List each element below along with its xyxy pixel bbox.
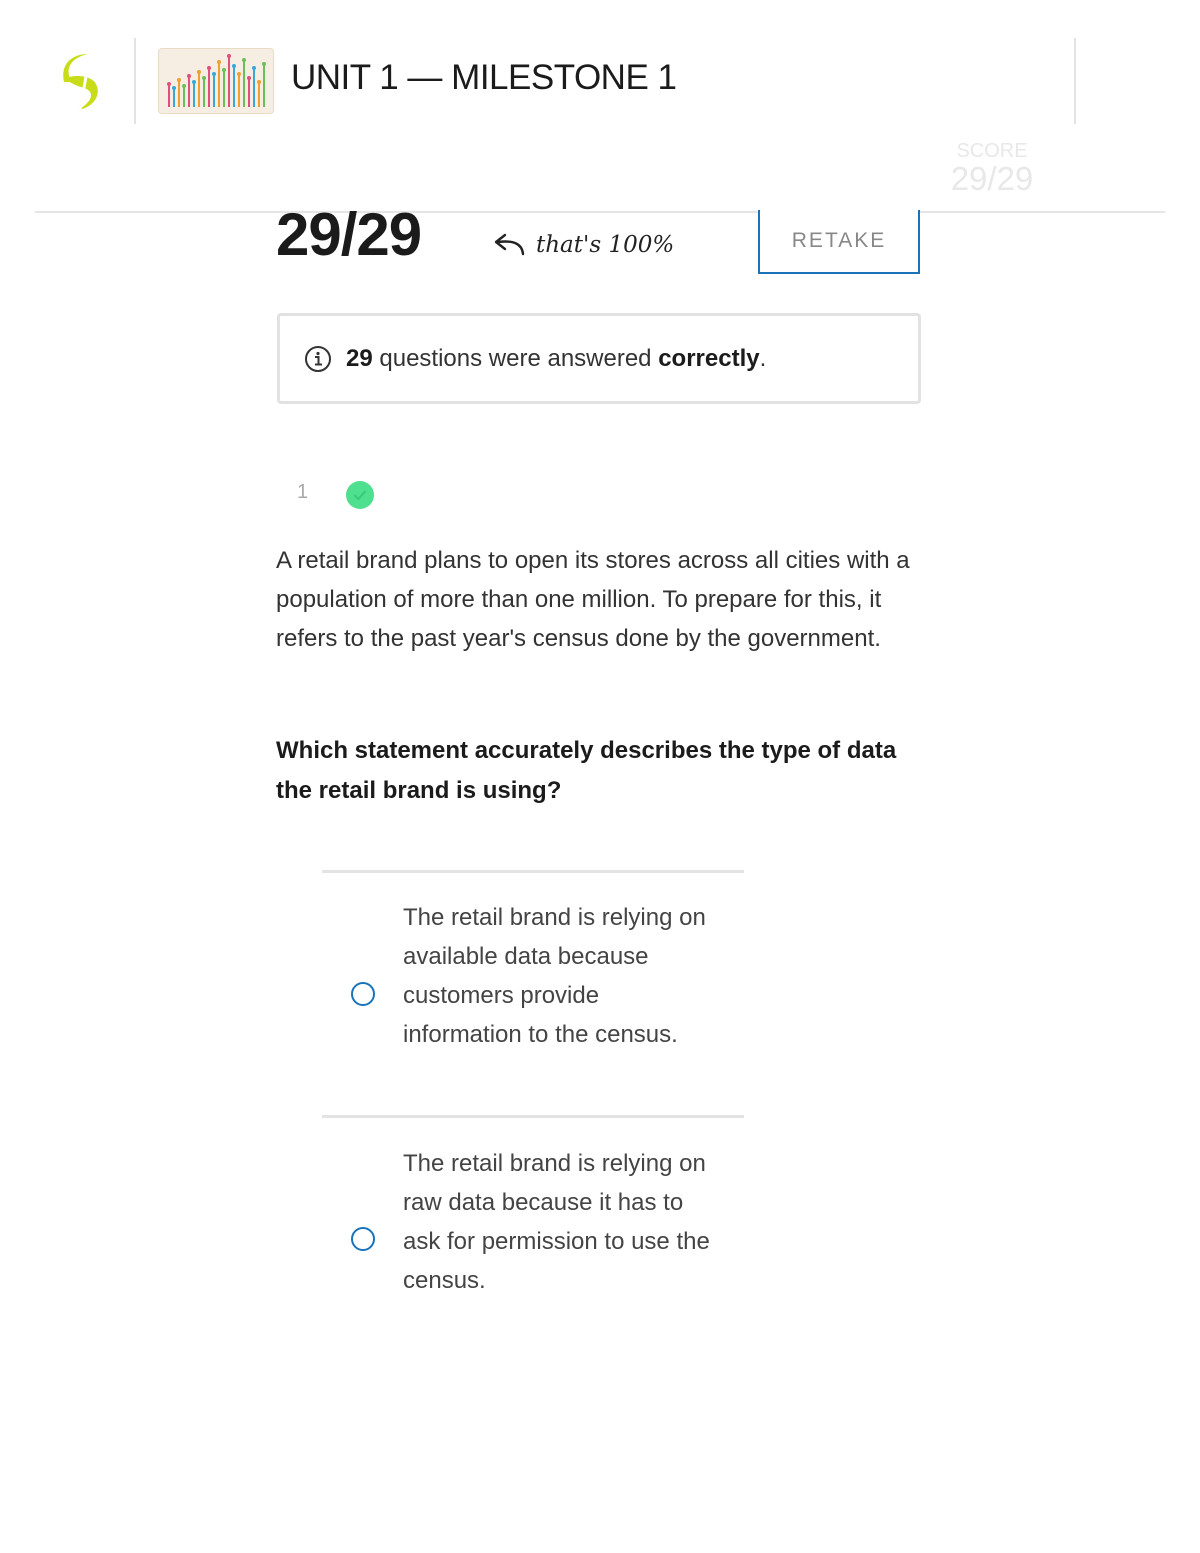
checkmark-icon	[352, 487, 368, 503]
option-divider	[322, 1115, 744, 1118]
curved-arrow-icon	[492, 232, 526, 258]
question-number: 1	[297, 481, 309, 503]
bar-chart-icon	[159, 49, 273, 113]
header-score-label: SCORE	[956, 140, 1028, 162]
correct-count: 29	[346, 344, 373, 372]
option-text-2[interactable]: The retail brand is relying on raw data because it has to ask for permission to use the census.	[403, 1150, 710, 1294]
option-divider	[322, 870, 744, 873]
option-radio-2[interactable]	[351, 1227, 375, 1251]
option-radio-1[interactable]	[351, 982, 375, 1006]
page-title: UNIT 1 — MILESTONE 1	[291, 58, 677, 97]
header-score-value: 29/29	[950, 160, 1034, 197]
question-text: Which statement accurately describes the type of data the retail brand is using?	[276, 737, 897, 804]
retake-button[interactable]: RETAKE	[758, 210, 920, 274]
question-prompt: A retail brand plans to open its stores across all cities with a population of more than one million. To prepare for this, it refers to the past year's census done by the government.	[276, 547, 910, 652]
info-message	[346, 345, 766, 373]
header-divider	[35, 211, 1165, 213]
info-middle-text: questions were answered	[372, 344, 659, 372]
correct-check-icon	[346, 481, 374, 509]
info-icon	[304, 345, 332, 373]
header-divider-left	[134, 38, 136, 124]
header-divider-right	[1074, 38, 1076, 124]
result-info-box	[277, 313, 921, 404]
option-text-1[interactable]: The retail brand is relying on available data because customers provide information to the census.	[403, 904, 706, 1048]
score-display: 29/29	[276, 201, 422, 268]
brand-logo-icon[interactable]	[62, 52, 106, 112]
course-thumbnail	[158, 48, 274, 114]
info-strong-text: correctly	[658, 344, 760, 372]
percent-note: that's 100%	[536, 232, 675, 258]
info-end-text: .	[759, 344, 767, 372]
